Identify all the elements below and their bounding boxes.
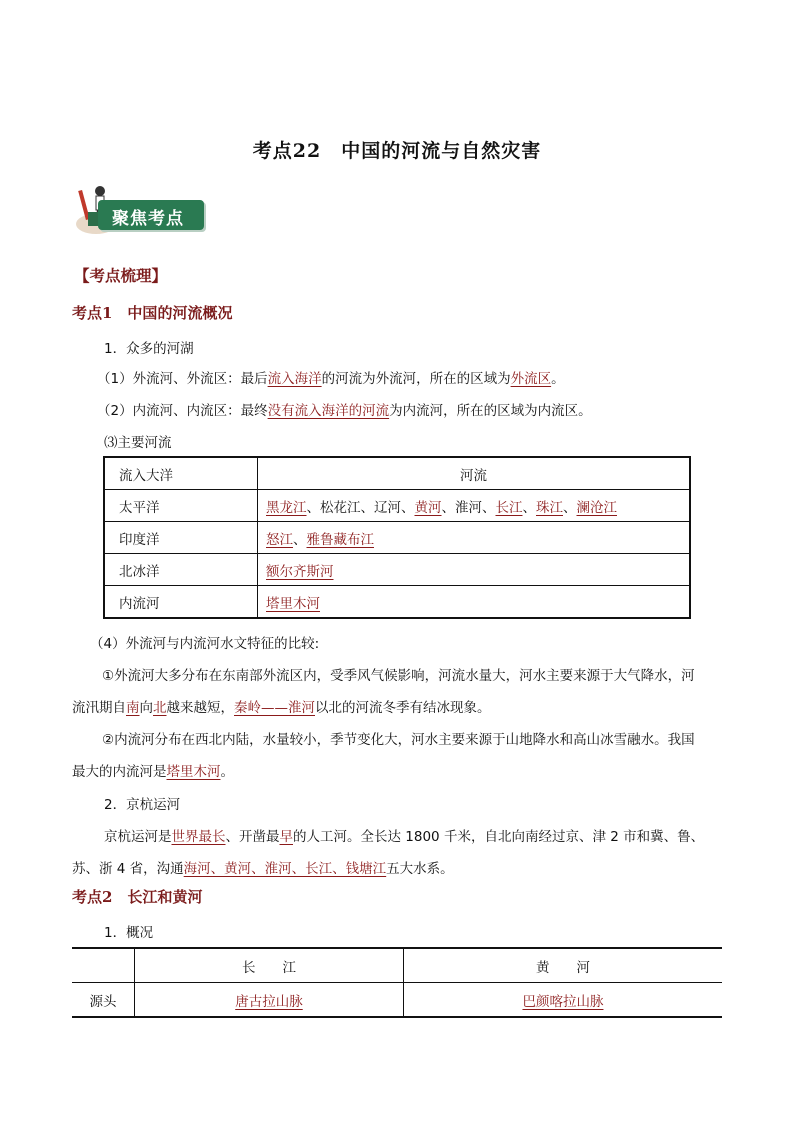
separator-text: 、	[293, 531, 307, 548]
key-term: 世界最长	[171, 829, 226, 845]
key-term: 外流区	[510, 371, 552, 387]
ocean-cell: 太平洋	[104, 490, 258, 522]
rivers-cell	[258, 490, 691, 522]
kp2-heading: 考点2 长江和黄河	[72, 888, 203, 906]
river-name: 怒江	[266, 531, 293, 548]
key-term: 没有流入海洋的河流	[267, 403, 390, 419]
river-name: 长江	[495, 499, 523, 516]
river-name: 黑龙江	[266, 499, 307, 516]
kp1-item2-title: 2．京杭运河	[104, 797, 181, 813]
text: 的人工河。全长达 1800 千米，自北向南经过京、津 2 市和冀、鲁、	[293, 829, 705, 845]
header-cell: 流入大洋	[104, 457, 258, 490]
key-term: 秦岭——淮河	[234, 700, 315, 716]
text: 。	[220, 764, 234, 780]
outflow-feature-line2	[72, 696, 491, 716]
banner-pill	[98, 200, 204, 230]
text: 向	[139, 700, 153, 716]
text: 以北的河流冬季有结冰现象。	[315, 700, 491, 716]
text: （2）内流河、内流区：最终	[97, 403, 268, 419]
river-name: 雅鲁藏布江	[306, 531, 374, 548]
main-rivers-table	[103, 456, 691, 619]
table-row	[104, 522, 690, 554]
text: 、开凿最	[225, 829, 280, 845]
table-row	[104, 586, 690, 619]
text: 五大水系。	[386, 861, 454, 877]
key-term: 北	[153, 700, 167, 716]
table-row	[104, 554, 690, 586]
ocean-cell: 内流河	[104, 586, 258, 619]
key-term: 塔里木河	[166, 764, 221, 780]
rivers-cell	[258, 522, 691, 554]
outflow-feature-line1: ①外流河大多分布在东南部外流区内，受季风气候影响，河流水量大，河水主要来源于大气降水，河	[102, 668, 695, 684]
river-name: 黄河	[414, 499, 442, 516]
row-label: 源头	[72, 983, 135, 1018]
text: （1）外流河、外流区：最后	[97, 371, 268, 387]
ocean-cell: 印度洋	[104, 522, 258, 554]
text: 越来越短，	[166, 700, 234, 716]
canal-line1	[104, 825, 704, 845]
section-heading: 【考点梳理】	[74, 266, 168, 285]
kp1-heading: 考点1 中国的河流概况	[72, 304, 233, 322]
text: 京杭运河是	[104, 829, 172, 845]
table-header-row	[104, 457, 690, 490]
separator-text: 、松花江、辽河、	[306, 499, 415, 516]
key-term: 巴颜喀拉山脉	[522, 993, 604, 1010]
key-term: 海河、黄河、淮河、长江、钱塘江	[183, 861, 387, 877]
river-name: 珠江	[536, 499, 563, 516]
text: 为内流河，所在的区域为内流区。	[389, 403, 592, 419]
kp2-item1-title: 1．概况	[104, 925, 154, 941]
ocean-cell: 北冰洋	[104, 554, 258, 586]
table-row	[104, 490, 690, 522]
cell	[403, 983, 722, 1018]
river-name: 塔里木河	[266, 595, 320, 612]
focus-banner	[72, 182, 206, 240]
key-term: 流入海洋	[267, 371, 322, 387]
header-cell	[72, 948, 135, 983]
canal-line2	[72, 857, 454, 877]
main-rivers-title: ⑶主要河流	[104, 435, 172, 451]
rivers-cell	[258, 554, 691, 586]
separator-text: 、淮河、	[441, 499, 496, 516]
compare-title: （4）外流河与内流河水文特征的比较:	[90, 636, 320, 652]
text: 流汛期自	[72, 700, 126, 716]
yangtze-yellow-table	[72, 947, 722, 1018]
text: 。	[551, 371, 565, 387]
inflow-feature-line2	[72, 760, 234, 780]
separator-text: 、	[563, 499, 577, 516]
river-name: 澜沧江	[576, 499, 617, 516]
header-cell: 河流	[258, 457, 691, 490]
text: 最大的内流河是	[72, 764, 167, 780]
cell	[135, 983, 404, 1018]
key-term: 唐古拉山脉	[235, 993, 303, 1010]
header-cell: 黄 河	[403, 948, 722, 983]
header-cell: 长 江	[135, 948, 404, 983]
outflow-line	[97, 367, 565, 387]
separator-text: 、	[522, 499, 536, 516]
kp1-item1-title: 1．众多的河湖	[104, 341, 194, 357]
inflow-line	[97, 399, 592, 419]
key-term: 早	[279, 829, 293, 845]
table-header-row	[72, 948, 722, 983]
table-row	[72, 983, 722, 1018]
text: 苏、浙 4 省，沟通	[72, 861, 184, 877]
text: 的河流为外流河，所在的区域为	[321, 371, 511, 387]
inflow-feature-line1: ②内流河分布在西北内陆，水量较小，季节变化大，河水主要来源于山地降水和高山冰雪融水。我国	[102, 732, 695, 748]
banner-label: 聚焦考点	[112, 209, 184, 229]
rivers-cell	[258, 586, 691, 619]
key-term: 南	[126, 700, 140, 716]
river-name: 额尔齐斯河	[266, 563, 334, 580]
page-title: 考点22 中国的河流与自然灾害	[252, 140, 542, 162]
